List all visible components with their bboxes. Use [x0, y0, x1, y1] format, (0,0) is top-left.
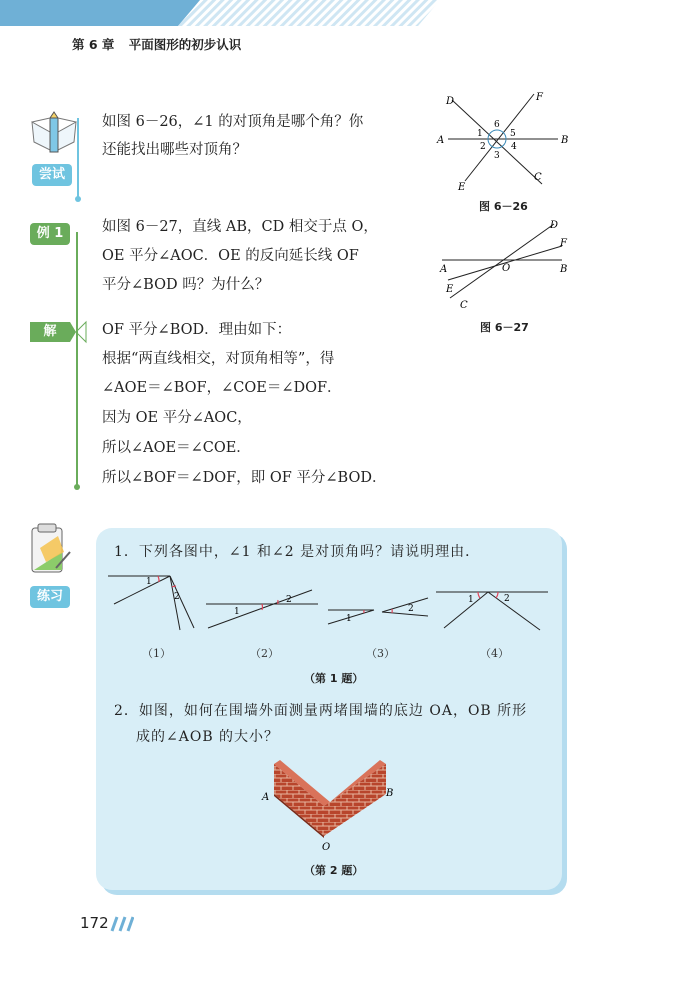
figure-6-27-caption: 图 6－27: [480, 321, 529, 334]
page-number-slashes: [108, 916, 134, 932]
q1-figure-3: [324, 594, 432, 630]
fig27-label-o: O: [502, 263, 511, 274]
page-number: [80, 914, 109, 932]
solution-rule-dot: [74, 484, 80, 490]
q1-fig2-angle-1: 1: [234, 607, 240, 617]
solution-line-3: ∠AOE＝∠BOF，∠COE＝∠DOF．: [102, 380, 342, 396]
solution-line-1: OF 平分∠BOD．理由如下：: [102, 322, 292, 338]
q1-sub-label-3: （3）: [366, 647, 395, 660]
q1-fig3-angle-1: 1: [346, 614, 352, 624]
q1-caption: （第 1 题）: [304, 672, 364, 685]
fig27-line-cd: [450, 224, 554, 298]
example-line-3: 平分∠BOD 吗？为什么？: [102, 277, 270, 293]
q2-label-b: B: [386, 788, 394, 799]
fig26-label-d: D: [446, 96, 455, 107]
figure-6-26-caption: 图 6－26: [479, 200, 528, 213]
fig27-label-e: E: [446, 284, 454, 295]
fig27-label-c: C: [460, 300, 468, 311]
fig26-angle-2: 2: [480, 142, 486, 152]
q1-fig1-angle-1: 1: [146, 577, 152, 587]
try-line-1: 如图 6－26，∠1 的对顶角是哪个角？你: [102, 114, 364, 130]
practice-question-2-line-1: 2．如图，如何在围墙外面测量两堵围墙的底边 OA，OB 所形: [114, 703, 528, 719]
fig26-label-a: A: [437, 135, 445, 146]
solution-line-4: 因为 OE 平分∠AOC，: [102, 410, 252, 426]
practice-icon: [26, 522, 74, 580]
q1-figure-4: [432, 584, 550, 632]
fig27-label-a: A: [440, 264, 448, 275]
q1-fig4-angle-2: 2: [504, 594, 510, 604]
solution-line-5: 所以∠AOE＝∠COE．: [102, 440, 251, 456]
example-badge: 例 1: [30, 223, 70, 245]
chapter-number: 第 6 章: [72, 37, 115, 52]
fig26-line-df: [452, 100, 542, 184]
try-badge: 尝试: [32, 164, 72, 186]
q1-sub-label-2: （2）: [250, 647, 279, 660]
chapter-header: [72, 35, 251, 53]
example-line-1: 如图 6－27，直线 AB，CD 相交于点 O，: [102, 219, 378, 235]
q1-fig1-angle-2: 2: [174, 592, 180, 602]
q2-label-o: O: [322, 842, 331, 853]
q1-sub-label-4: （4）: [480, 647, 509, 660]
q1-fig2-angle-2: 2: [286, 595, 292, 605]
q1-fig3-angle-2: 2: [408, 604, 414, 614]
fig27-label-f: F: [560, 238, 567, 249]
fig26-line-ec: [465, 94, 534, 181]
fig26-angle-5: 5: [510, 129, 516, 139]
practice-question-1: 1．下列各图中，∠1 和∠2 是对顶角吗？请说明理由．: [114, 544, 481, 560]
q2-label-a: A: [262, 792, 270, 803]
q2-walls-figure: [260, 758, 400, 854]
q1-fig4-angle-1: 1: [468, 595, 474, 605]
fig26-angle-3: 3: [494, 151, 500, 161]
fig26-angle-6: 6: [494, 120, 500, 130]
q1-figure-1: [108, 570, 204, 632]
fig26-angle-1: 1: [477, 129, 483, 139]
try-vertical-rule: [77, 118, 79, 198]
solution-line-6: 所以∠BOF＝∠DOF，即 OF 平分∠BOD．: [102, 470, 387, 486]
solution-line-2: 根据“两直线相交，对顶角相等”，得: [102, 351, 335, 367]
q1-figure-2: [204, 586, 322, 632]
try-rule-dot: [75, 196, 81, 202]
fig26-label-b: B: [561, 135, 569, 146]
fig26-label-c: C: [534, 172, 542, 183]
example-line-2: OE 平分∠AOC．OE 的反向延长线 OF: [102, 248, 359, 264]
top-banner: [0, 0, 700, 26]
q2-caption: （第 2 题）: [304, 864, 364, 877]
figure-6-26: [430, 88, 580, 198]
fig27-label-b: B: [560, 264, 568, 275]
figure-6-27: [436, 214, 576, 314]
fig27-label-d: D: [550, 220, 559, 231]
solution-vertical-rule: [76, 232, 78, 486]
fig26-label-e: E: [458, 182, 466, 193]
practice-badge: 练习: [30, 586, 70, 608]
page-number-value: 172: [80, 914, 109, 932]
fig26-angle-4: 4: [511, 142, 517, 152]
try-icon: [28, 110, 80, 166]
chapter-title: 平面图形的初步认识: [128, 37, 242, 52]
fig26-label-f: F: [536, 92, 543, 103]
solution-badge: 解: [43, 324, 57, 339]
try-line-2: 还能找出哪些对顶角？: [102, 142, 247, 158]
practice-question-2-line-2: 成的∠AOB 的大小？: [136, 729, 280, 745]
q1-sub-label-1: （1）: [142, 647, 171, 660]
